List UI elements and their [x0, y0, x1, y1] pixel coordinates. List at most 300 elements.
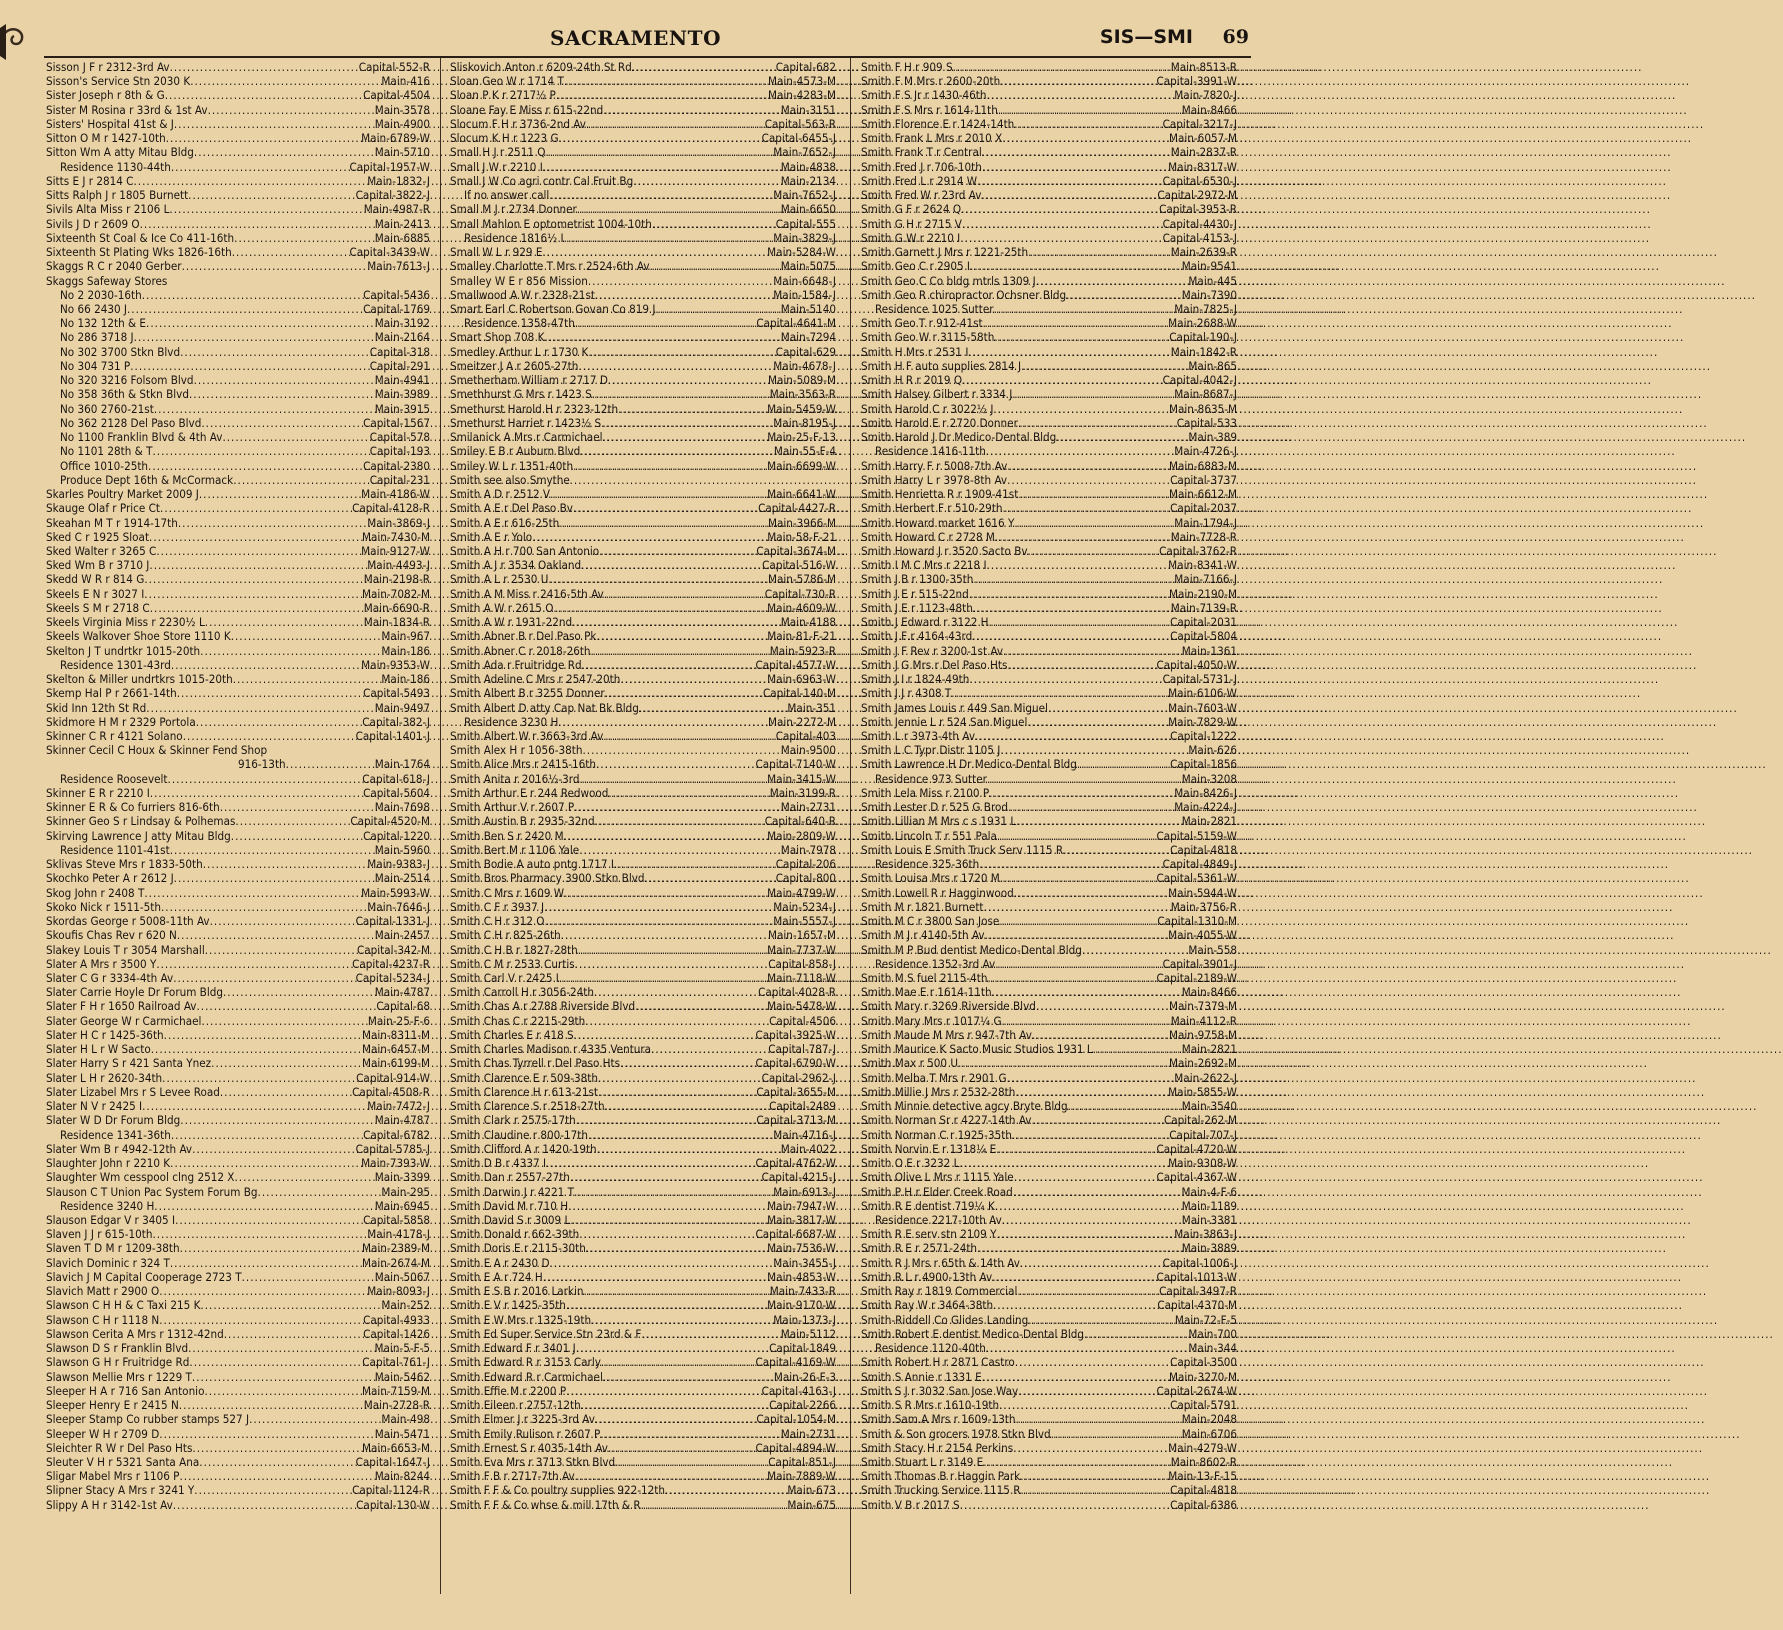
listing-name: Smith Geo R chiropractor Ochsner Bldg	[861, 287, 1067, 302]
dot-leader	[1093, 1042, 1182, 1056]
dot-leader	[188, 1341, 374, 1355]
listing-entry	[46, 444, 430, 458]
phone-number: Capital-1310-M	[1157, 914, 1237, 929]
listing-entry	[46, 786, 430, 800]
phone-number: Main-3208	[1181, 771, 1237, 786]
phone-number: Main-3756-R	[1170, 899, 1237, 914]
listing-name: Skinner E R r 2210 I	[46, 785, 150, 800]
dot-leader	[159, 1313, 363, 1327]
dot-leader	[632, 60, 776, 74]
listing-entry	[861, 1427, 1237, 1441]
dot-leader	[982, 145, 1171, 159]
listing-name: Slater H C r 1425-36th	[46, 1027, 164, 1042]
dot-leader	[561, 928, 768, 942]
listing-entry	[46, 316, 430, 330]
listing-entry	[46, 217, 430, 231]
dot-leader	[1012, 1128, 1169, 1142]
listing-name: No 132 12th & E	[60, 316, 147, 331]
phone-number: Main-8635-M	[1169, 401, 1237, 416]
listing-entry	[450, 928, 836, 942]
page-number: 69	[1222, 26, 1249, 48]
phone-number: Capital-5804	[1170, 629, 1237, 644]
listing-entry	[861, 330, 1237, 344]
phone-number: Main-8341-W	[1168, 558, 1237, 573]
listing-name: Sleeper H A r 716 San Antonio	[46, 1383, 205, 1398]
listing-name: Smilanick A Mrs r Carmichael	[450, 430, 603, 445]
listing-entry	[861, 615, 1237, 629]
listing-name: Smith Norman Sr r 4227-14th Av	[861, 1113, 1032, 1128]
phone-number: Capital-761-J	[362, 1355, 430, 1370]
listing-entry	[861, 1341, 1237, 1355]
phone-number: Main-5075	[780, 259, 836, 274]
dot-leader	[234, 1170, 374, 1184]
dot-leader	[545, 145, 773, 159]
phone-number: Main-6963-W	[767, 672, 836, 687]
dot-leader	[605, 686, 763, 700]
phone-number: Main-7118-W	[767, 971, 836, 985]
listing-name: Slawson D S r Franklin Blvd	[46, 1341, 189, 1356]
listing-entry	[450, 644, 836, 658]
listing-entry	[861, 1128, 1237, 1142]
listing-name: Sked Walter r 3265 C	[46, 543, 157, 558]
listing-name: Smith F H r 909 S	[861, 60, 953, 74]
listing-name: Smith M C r 3800 San Jose	[861, 914, 1000, 929]
phone-number: Main-6612-M	[1169, 487, 1237, 502]
listing-name: Slaven T D M r 1209-38th	[46, 1241, 180, 1256]
dot-leader	[570, 1170, 762, 1184]
phone-number: Main-4838	[780, 159, 836, 174]
dot-leader	[639, 701, 788, 715]
dot-leader	[577, 202, 781, 216]
listing-entry	[450, 1483, 836, 1497]
phone-number: Main-7652-J	[773, 145, 836, 160]
phone-number: Main-8195-J	[773, 415, 836, 430]
phone-number: Main-2728-R	[363, 1398, 430, 1413]
dot-leader	[149, 530, 362, 544]
dot-leader	[559, 971, 767, 985]
listing-name: Smith Lela Miss r 2100 P	[861, 785, 990, 800]
phone-number: Main-3399	[374, 1170, 430, 1185]
listing-name: Smith A J r 3534 Oakland	[450, 558, 582, 573]
listing-name: Smith A E r 616-25th	[450, 515, 560, 530]
phone-number: Main-5478-W	[767, 999, 836, 1014]
listing-name: Smith O E r 3232 L	[861, 1156, 960, 1171]
listing-entry	[450, 985, 836, 999]
phone-number: Main-4186-W	[361, 487, 430, 502]
dot-leader	[566, 1298, 767, 1312]
listing-name: Smith Edward F r 3401 J	[450, 1341, 576, 1356]
listing-entry	[46, 772, 430, 786]
phone-number: Main-5944-W	[1168, 885, 1237, 900]
listing-name: Smith R E dentist 719¼ K	[861, 1198, 995, 1213]
listing-name: No 360 2760-21st	[60, 401, 154, 416]
listing-entry	[46, 259, 430, 273]
dot-leader	[564, 231, 774, 245]
listing-name: Smith Geo W r 3115-58th	[861, 330, 995, 345]
dot-leader	[231, 829, 363, 843]
phone-number: Capital-533	[1176, 415, 1237, 430]
phone-number: Main-6641-W	[767, 487, 836, 502]
dot-leader	[177, 686, 363, 700]
listing-name: Small J W r 2210 I	[450, 159, 543, 174]
listing-entry	[861, 373, 1237, 387]
listing-entry	[450, 871, 836, 885]
listing-name: Smith Albert W r 3663-3rd Av	[450, 729, 604, 744]
phone-number: Main-7294	[780, 330, 836, 345]
listing-name: Smith A E r Del Paso Bv	[450, 501, 573, 516]
dot-leader	[960, 231, 1162, 245]
phone-number: Main-7603-W	[1168, 700, 1237, 715]
listing-name: Smith R L r 4900-13th Av	[861, 1269, 993, 1284]
dot-leader	[585, 1014, 769, 1028]
listing-entry	[46, 1042, 430, 1056]
phone-number: Capital-4042-J	[1162, 373, 1237, 388]
listing-entry	[861, 1113, 1237, 1127]
listing-entry	[450, 814, 836, 828]
dot-leader	[994, 330, 1169, 344]
listing-entry	[861, 359, 1237, 373]
dot-leader	[173, 1498, 356, 1512]
listing-name: 916-13th	[238, 757, 286, 772]
listing-entry	[450, 1398, 836, 1412]
listing-entry	[861, 88, 1237, 102]
listing-entry	[46, 658, 430, 672]
listing-name: Smith L C Typr Distr 1105 J	[861, 743, 1001, 758]
dot-leader	[1002, 1213, 1182, 1227]
dot-leader	[156, 544, 361, 558]
phone-number: Main-9500	[780, 743, 836, 758]
phone-number: Main-7728-R	[1170, 529, 1237, 544]
listing-entry	[450, 1370, 836, 1384]
phone-number: Capital-4504	[363, 88, 430, 103]
phone-number: Capital-4427-R	[758, 501, 836, 516]
listing-entry	[450, 1042, 836, 1056]
listing-entry	[450, 473, 836, 487]
dot-leader	[994, 302, 1175, 316]
dot-leader	[977, 1241, 1182, 1255]
phone-number: Capital-1647-J	[355, 1454, 430, 1469]
dot-leader	[1028, 544, 1160, 558]
listing-name: Smith F B r 2717-7th Av	[450, 1469, 575, 1484]
listing-name: Slaven J J r 615-10th	[46, 1227, 153, 1242]
listing-entry	[861, 501, 1237, 515]
phone-number: Main-2837-R	[1170, 145, 1237, 160]
dot-leader	[550, 487, 767, 501]
dot-leader	[581, 1398, 769, 1412]
dot-leader	[543, 1270, 767, 1284]
dot-leader	[1016, 814, 1182, 828]
listing-entry	[450, 1427, 836, 1441]
phone-number: Capital-1220	[363, 828, 430, 843]
dot-leader	[970, 259, 1182, 273]
phone-number: Main-6199-M	[362, 1056, 430, 1071]
listing-name: No 1101 28th & T	[60, 444, 153, 459]
listing-entry	[450, 886, 836, 900]
listing-name: Smith Melba T Mrs r 2901 G	[861, 1070, 1007, 1085]
phone-number: Main-3563-R	[769, 387, 836, 402]
dot-leader	[600, 1427, 780, 1441]
listing-entry	[861, 957, 1237, 971]
phone-number: Capital-5791	[1170, 1398, 1237, 1413]
dot-leader	[177, 928, 375, 942]
listing-entry	[861, 558, 1237, 572]
listing-entry	[861, 928, 1237, 942]
dot-leader	[1048, 701, 1168, 715]
dot-leader	[154, 1199, 374, 1213]
listing-entry	[46, 1327, 430, 1341]
listing-entry	[450, 1227, 836, 1241]
dot-leader	[200, 1298, 381, 1312]
listing-entry	[46, 729, 430, 743]
listing-entry	[46, 843, 430, 857]
listing-name: Smith Chas C r 2215-29th	[450, 1013, 586, 1028]
phone-number: Capital-618-J	[362, 771, 430, 786]
phone-number: Capital-1957-W	[349, 159, 430, 174]
listing-entry	[46, 544, 430, 558]
listing-name: Skemp Hal P r 2661-14th	[46, 686, 177, 701]
listing-name: No 358 36th & Stkn Blvd	[60, 387, 189, 402]
listing-entry	[46, 473, 430, 487]
phone-number: Main-5923-R	[769, 643, 836, 658]
listing-entry	[861, 288, 1237, 302]
dot-leader	[635, 999, 767, 1013]
listing-entry	[861, 1498, 1237, 1512]
phone-number: Main-13-F-15	[1168, 1469, 1237, 1484]
dot-leader	[179, 1398, 364, 1412]
listing-name: Skoko Nick r 1511-5th	[46, 899, 161, 914]
listing-entry	[450, 629, 836, 643]
dot-leader	[951, 686, 1168, 700]
dot-leader	[200, 644, 381, 658]
listing-entry	[46, 160, 430, 174]
listing-name: Skaggs Safeway Stores	[46, 273, 168, 288]
listing-entry	[861, 430, 1237, 444]
listing-name: Smith Maurice K Sacto Music Studios 1931 L	[861, 1042, 1093, 1057]
dot-leader	[598, 1085, 756, 1099]
phone-number: Main-6883-M	[1169, 458, 1237, 473]
listing-entry	[450, 202, 836, 216]
phone-number: Capital-1013-W	[1156, 1269, 1237, 1284]
listing-name: Residence 1101-41st	[60, 842, 170, 857]
listing-entry	[861, 629, 1237, 643]
phone-number: Main-6706	[1181, 1426, 1237, 1441]
listing-entry	[450, 1028, 836, 1042]
dot-leader	[972, 629, 1170, 643]
phone-number: Capital-3497-R	[1159, 1284, 1237, 1299]
dot-leader	[549, 188, 773, 202]
phone-number: Main-7433-R	[769, 1284, 836, 1299]
dot-leader	[575, 957, 769, 971]
phone-number: Main-5089-M	[768, 373, 836, 388]
listing-name: Smalley W E r 856 Mission	[450, 273, 588, 288]
listing-entry	[861, 259, 1237, 273]
listing-name: Smith Albert D atty Cap Nat Bk Bldg	[450, 700, 639, 715]
dot-leader	[665, 1483, 787, 1497]
listing-name: Smith Chas Tyrrell r Del Paso Hts	[450, 1056, 621, 1071]
dot-leader	[993, 402, 1169, 416]
dot-leader	[608, 786, 769, 800]
listing-entry	[46, 1441, 430, 1455]
phone-number: Capital-1426	[363, 1326, 430, 1341]
listing-name: Residence 973 Sutter	[875, 771, 987, 786]
phone-number: Main-72-F-5	[1174, 1312, 1237, 1327]
dot-leader	[194, 1483, 352, 1497]
dot-leader	[579, 843, 781, 857]
listing-entry	[46, 402, 430, 416]
phone-number: Main-3540	[1181, 1099, 1237, 1114]
phone-number: Capital-5493	[363, 686, 430, 701]
dot-leader	[146, 316, 375, 330]
dot-leader	[154, 402, 375, 416]
phone-number: Main-2692-M	[1169, 1056, 1237, 1071]
listing-name: Sivils Alta Miss r 2106 L	[46, 202, 170, 217]
dot-leader	[1002, 1014, 1171, 1028]
listing-name: Smith Stacy H r 2154 Perkins	[861, 1440, 1014, 1455]
listing-name: Smith Bodie A auto pntg 1717 I	[450, 857, 614, 872]
listing-name: Residence 1416-11th	[875, 444, 986, 459]
listing-entry	[861, 1056, 1237, 1070]
listing-name: Slocum F H r 3736-2nd Av	[450, 116, 586, 131]
listing-name: Smith see also Smythe	[450, 472, 570, 487]
dot-leader	[586, 1241, 767, 1255]
phone-number: Main-7390	[1181, 287, 1237, 302]
phone-number: Capital-4215-J	[761, 1170, 836, 1185]
listing-name: Smith F S Mrs r 1614-11th	[861, 102, 998, 117]
phone-number: Main-7166-J	[1174, 572, 1237, 587]
listing-name: No 320 3216 Folsom Blvd	[60, 373, 194, 388]
phone-number: Main-2198-R	[363, 572, 430, 587]
phone-number: Main-5960	[374, 842, 430, 857]
dot-leader	[1014, 886, 1168, 900]
listing-entry	[46, 615, 430, 629]
listing-entry	[450, 1213, 836, 1227]
phone-number: Main-4178-J	[367, 1227, 430, 1242]
listing-name: Skeels S M r 2718 C	[46, 600, 150, 615]
dot-leader	[986, 88, 1174, 102]
dot-leader	[603, 729, 775, 743]
dot-leader	[164, 1028, 362, 1042]
phone-number: Capital-3655-M	[756, 1084, 836, 1099]
listing-entry	[450, 843, 836, 857]
listing-entry	[46, 971, 430, 985]
phone-number: Capital-1849	[769, 1341, 836, 1356]
phone-number: Capital-4050-W	[1156, 657, 1237, 672]
phone-number: Main-7829-W	[1168, 714, 1237, 729]
dot-leader	[1036, 274, 1189, 288]
phone-number: Capital-787-J	[768, 1042, 836, 1057]
dot-leader	[588, 1128, 773, 1142]
listing-entry	[450, 786, 836, 800]
phone-number: Capital-4367-W	[1156, 1170, 1237, 1185]
listing-name: If no answer call	[464, 188, 550, 203]
dot-leader	[579, 1227, 755, 1241]
listing-entry	[450, 345, 836, 359]
phone-number: Capital-1567	[363, 415, 430, 430]
listing-entry	[46, 359, 430, 373]
listing-name: Sixteenth St Plating Wks 1826-16th	[46, 245, 232, 260]
dot-leader	[192, 1142, 356, 1156]
phone-number: Main-498	[381, 1412, 430, 1427]
listing-entry	[450, 1455, 836, 1469]
listing-entry	[46, 1185, 430, 1199]
listing-entry	[46, 345, 430, 359]
phone-number: Capital-5159-W	[1156, 828, 1237, 843]
dot-leader	[559, 516, 768, 530]
phone-number: Capital-190-J	[1169, 330, 1237, 345]
header-rule	[44, 56, 1251, 58]
phone-number: Capital-5604	[363, 785, 430, 800]
phone-number: Capital-4894-W	[755, 1440, 836, 1455]
dot-leader	[958, 1056, 1169, 1070]
listing-name: Skedd W R r 814 G	[46, 572, 145, 587]
listing-name: Smith A D r 2512 V	[450, 487, 551, 502]
listing-name: Smith Jennie L r 524 San Miguel	[861, 714, 1028, 729]
listing-name: Smith Abner B r Del Paso Pk	[450, 629, 597, 644]
dot-leader	[586, 117, 765, 131]
listing-entry	[46, 558, 430, 572]
listing-entry	[450, 1441, 836, 1455]
listing-name: Smith C H r 825-26th	[450, 928, 561, 943]
dot-leader	[151, 1042, 362, 1056]
dot-leader	[962, 217, 1163, 231]
listing-entry	[450, 231, 836, 245]
listing-entry	[861, 1142, 1237, 1156]
dot-leader	[575, 316, 756, 330]
listing-entry	[861, 857, 1237, 871]
phone-number: Capital-800	[775, 871, 836, 886]
phone-number: Main-7159-M	[362, 1383, 430, 1398]
phone-number: Main-7379-M	[1169, 999, 1237, 1014]
dot-leader	[578, 943, 767, 957]
listing-name: Slipner Stacy A Mrs r 3241 Y	[46, 1483, 195, 1498]
listing-name: Smith Frank T r Central	[861, 145, 982, 160]
dot-leader	[140, 217, 375, 231]
phone-number: Capital-342-M	[356, 942, 430, 957]
listing-entry	[46, 985, 430, 999]
dot-leader	[1021, 359, 1188, 373]
dot-leader	[1082, 943, 1189, 957]
phone-number: Main-6653-M	[362, 1440, 430, 1455]
phone-number: Main-7825-J	[1174, 301, 1237, 316]
listing-name: Smith Trucking Service 1115 R	[861, 1483, 1021, 1498]
dot-leader	[148, 459, 363, 473]
dot-leader	[544, 914, 773, 928]
dot-leader	[146, 701, 375, 715]
phone-number: Capital-6782	[363, 1127, 430, 1142]
listing-entry	[861, 1099, 1237, 1113]
listing-name: Smith F M Mrs r 2600-20th	[861, 74, 1001, 89]
phone-number: Main-4493-J	[367, 558, 430, 573]
listing-name: Smith Harry F r 5008-7th Av	[861, 458, 1008, 473]
listing-entry	[861, 1042, 1237, 1056]
phone-number: Capital-578	[369, 430, 430, 445]
phone-number: Main-1834-R	[363, 615, 430, 630]
dot-leader	[995, 957, 1162, 971]
listing-entry	[861, 900, 1237, 914]
listing-entry	[861, 658, 1237, 672]
listing-name: Residence 3240 H	[60, 1198, 155, 1213]
dot-leader	[1027, 715, 1168, 729]
listing-entry	[861, 487, 1237, 501]
listing-entry	[46, 1469, 430, 1483]
dot-leader	[1020, 1256, 1163, 1270]
phone-number: Main-5557-J	[773, 914, 836, 929]
phone-number: Main-6690-R	[363, 600, 430, 615]
dot-leader	[595, 288, 773, 302]
listing-name: Smith A M Miss r 2416-5th Av	[450, 586, 604, 601]
dot-leader	[170, 1156, 361, 1170]
listing-entry	[861, 871, 1237, 885]
